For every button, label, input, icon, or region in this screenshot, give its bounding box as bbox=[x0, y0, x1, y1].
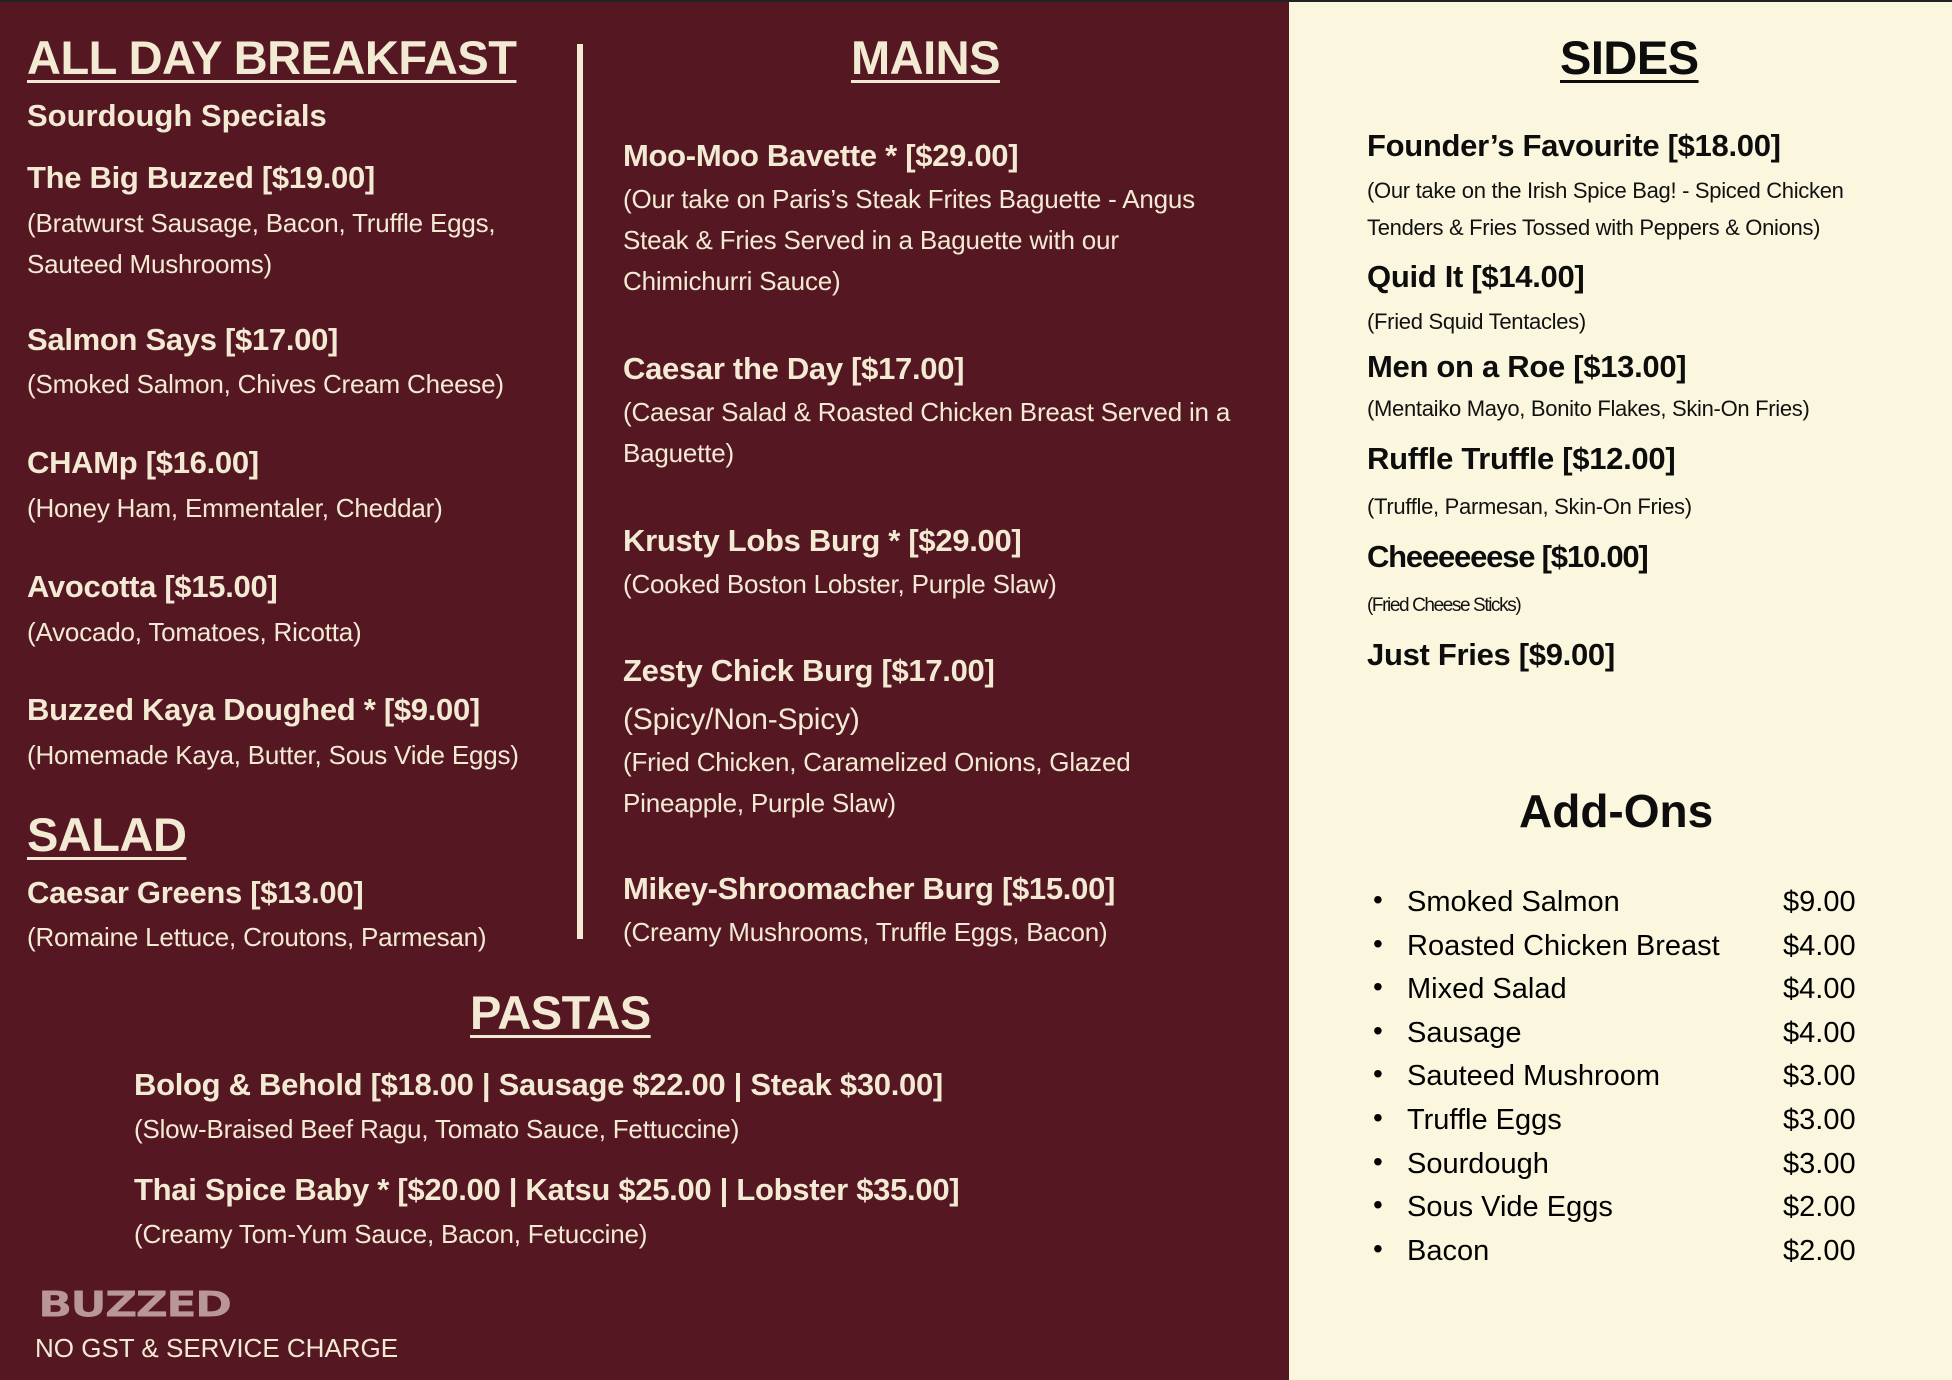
breakfast-item-name: Avocotta [$15.00] bbox=[27, 569, 278, 604]
salad-item-desc: (Romaine Lettuce, Croutons, Parmesan) bbox=[27, 922, 487, 952]
sides-item-desc: (Fried Squid Tentacles) bbox=[1367, 309, 1586, 334]
addon-price: $4.00 bbox=[1783, 929, 1856, 962]
breakfast-item-name: CHAMp [$16.00] bbox=[27, 445, 259, 480]
top-border bbox=[0, 0, 1952, 2]
addon-name: Bacon bbox=[1407, 1234, 1490, 1267]
pastas-heading: PASTAS bbox=[470, 986, 651, 1039]
pastas-item-desc: (Slow-Braised Beef Ragu, Tomato Sauce, Fettuccine) bbox=[134, 1114, 740, 1144]
mains-item-name: Zesty Chick Burg [$17.00] bbox=[623, 653, 995, 688]
list-item bbox=[1373, 1191, 1873, 1235]
buzzed-logo: BUZZED bbox=[38, 1283, 231, 1326]
mains-item-name: Caesar the Day [$17.00] bbox=[623, 351, 965, 386]
bullet-icon: • bbox=[1373, 884, 1383, 915]
mains-item-desc: (Fried Chicken, Caramelized Onions, Glazed Pineapple, Purple Slaw) bbox=[623, 747, 1131, 818]
sides-item-name: Quid It [$14.00] bbox=[1367, 259, 1585, 294]
mains-item-desc: (Caesar Salad & Roasted Chicken Breast Served in a Baguette) bbox=[623, 397, 1231, 468]
addon-price: $3.00 bbox=[1783, 1147, 1856, 1180]
mains-item-desc: (Creamy Mushrooms, Truffle Eggs, Bacon) bbox=[623, 917, 1108, 947]
sides-item-name: Founder’s Favourite [$18.00] bbox=[1367, 128, 1781, 163]
sides-item-name: Cheeeeeese [$10.00] bbox=[1367, 539, 1648, 574]
list-item bbox=[1373, 1232, 1873, 1279]
addon-name: Sous Vide Eggs bbox=[1407, 1191, 1613, 1224]
list-item bbox=[1373, 1145, 1873, 1192]
mains-item-name: Krusty Lobs Burg * [$29.00] bbox=[623, 523, 1022, 558]
list-item bbox=[1373, 927, 1873, 974]
sides-item-desc: (Truffle, Parmesan, Skin-On Fries) bbox=[1367, 494, 1692, 519]
addon-name: Sausage bbox=[1407, 1016, 1522, 1049]
sides-item-name: Men on a Roe [$13.00] bbox=[1367, 349, 1687, 384]
addons-heading: Add-Ons bbox=[1519, 785, 1714, 837]
sides-item-desc: (Our take on the Irish Spice Bag! - Spiced Chicken Tenders & Fries Tossed with Peppers & Onions) bbox=[1367, 178, 1844, 240]
bullet-icon: • bbox=[1373, 971, 1383, 1003]
addon-price: $3.00 bbox=[1783, 1103, 1856, 1136]
addon-price: $2.00 bbox=[1783, 1191, 1856, 1224]
addon-name: Sourdough bbox=[1407, 1147, 1549, 1180]
mains-item-desc: (Our take on Paris’s Steak Frites Baguette - Angus Steak & Fries Served in a Baguette with our Chimichurri Sauce) bbox=[623, 184, 1195, 296]
bullet-icon: • bbox=[1373, 1014, 1383, 1046]
sides-item-desc: (Fried Cheese Sticks) bbox=[1367, 595, 1521, 616]
addon-price: $2.00 bbox=[1783, 1234, 1856, 1267]
breakfast-item-name: The Big Buzzed [$19.00] bbox=[27, 160, 375, 195]
mains-item-name: Mikey-Shroomacher Burg [$15.00] bbox=[623, 871, 1116, 906]
bullet-icon: • bbox=[1373, 1058, 1383, 1090]
mains-item-desc: (Cooked Boston Lobster, Purple Slaw) bbox=[623, 569, 1057, 599]
bullet-icon: • bbox=[1373, 1101, 1383, 1133]
list-item bbox=[1373, 973, 1873, 1017]
no-gst-note: NO GST & SERVICE CHARGE bbox=[35, 1333, 399, 1363]
addon-name: Roasted Chicken Breast bbox=[1407, 929, 1720, 962]
addon-name: Sauteed Mushroom bbox=[1407, 1060, 1661, 1093]
breakfast-item-desc: (Honey Ham, Emmentaler, Cheddar) bbox=[27, 493, 443, 523]
mains-heading: MAINS bbox=[851, 31, 1000, 84]
pastas-item-name: Bolog & Behold [$18.00 | Sausage $22.00 | Steak $30.00] bbox=[134, 1067, 943, 1102]
breakfast-item-desc: (Avocado, Tomatoes, Ricotta) bbox=[27, 617, 362, 647]
breakfast-item-name: Salmon Says [$17.00] bbox=[27, 322, 339, 357]
addons-list bbox=[1373, 886, 1873, 1278]
breakfast-item-desc: (Bratwurst Sausage, Bacon, Truffle Eggs, Sauteed Mushrooms) bbox=[27, 208, 496, 279]
list-item bbox=[1373, 1014, 1873, 1061]
list-item bbox=[1373, 1101, 1873, 1148]
salad-item-name: Caesar Greens [$13.00] bbox=[27, 875, 364, 910]
list-item bbox=[1373, 1060, 1873, 1104]
breakfast-item-name: Buzzed Kaya Doughed * [$9.00] bbox=[27, 692, 480, 727]
addon-price: $9.00 bbox=[1783, 886, 1856, 918]
breakfast-item-desc: (Smoked Salmon, Chives Cream Cheese) bbox=[27, 369, 504, 399]
breakfast-item-desc: (Homemade Kaya, Butter, Sous Vide Eggs) bbox=[27, 740, 519, 770]
mains-item-name: Moo-Moo Bavette * [$29.00] bbox=[623, 138, 1019, 173]
addon-name: Mixed Salad bbox=[1407, 973, 1567, 1006]
pastas-item-desc: (Creamy Tom-Yum Sauce, Bacon, Fetuccine) bbox=[134, 1219, 648, 1249]
addon-name: Smoked Salmon bbox=[1407, 886, 1620, 918]
sides-heading: SIDES bbox=[1560, 31, 1699, 84]
bullet-icon: • bbox=[1373, 1189, 1383, 1221]
column-divider bbox=[577, 44, 583, 939]
list-item bbox=[1373, 886, 1873, 930]
bullet-icon: • bbox=[1373, 927, 1383, 959]
addon-price: $4.00 bbox=[1783, 973, 1856, 1006]
sides-item-desc: (Mentaiko Mayo, Bonito Flakes, Skin-On Fries) bbox=[1367, 396, 1810, 421]
breakfast-heading: ALL DAY BREAKFAST bbox=[27, 31, 517, 84]
addon-price: $4.00 bbox=[1783, 1016, 1856, 1049]
addon-name: Truffle Eggs bbox=[1407, 1103, 1562, 1136]
bullet-icon: • bbox=[1373, 1145, 1383, 1177]
salad-heading: SALAD bbox=[27, 808, 187, 861]
bullet-icon: • bbox=[1373, 1232, 1383, 1264]
breakfast-subheading: Sourdough Specials bbox=[27, 98, 327, 133]
addon-price: $3.00 bbox=[1783, 1060, 1856, 1093]
sides-item-name: Ruffle Truffle [$12.00] bbox=[1367, 441, 1676, 476]
mains-item-variant: (Spicy/Non-Spicy) bbox=[623, 703, 860, 736]
pastas-item-name: Thai Spice Baby * [$20.00 | Katsu $25.00 | Lobster $35.00] bbox=[134, 1172, 960, 1207]
sides-item-name: Just Fries [$9.00] bbox=[1367, 637, 1615, 672]
